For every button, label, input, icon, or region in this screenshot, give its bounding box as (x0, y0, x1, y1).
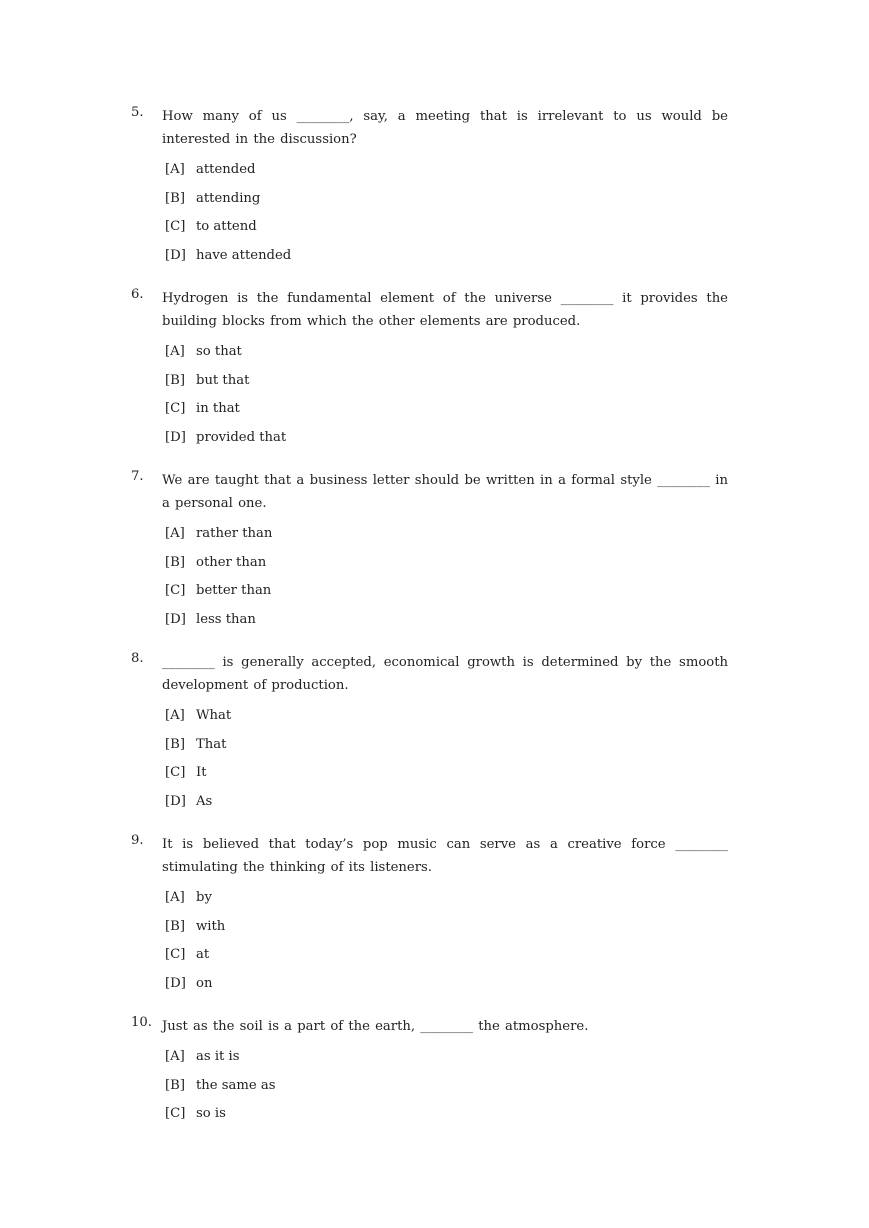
question-text: ________ is generally accepted, economical growth is determined by the smooth development of production. (162, 655, 728, 693)
option-text: That (196, 736, 227, 752)
option-letter: [C] (165, 765, 186, 780)
option-c (165, 395, 731, 424)
option-list (165, 884, 731, 998)
option-b (165, 549, 731, 578)
option-text: in that (196, 401, 240, 416)
option-list (165, 520, 731, 634)
option-d (165, 242, 731, 271)
option-text: as it is (196, 1049, 240, 1064)
option-text: attended (196, 162, 256, 177)
option-c (165, 577, 731, 606)
option-letter: [C] (165, 583, 186, 598)
option-b (165, 367, 731, 396)
option-text: attending (196, 190, 261, 206)
option-d (165, 788, 731, 817)
option-c (165, 213, 731, 242)
option-text: other than (196, 554, 267, 570)
question-5 (131, 105, 731, 270)
option-text: so that (196, 344, 242, 359)
option-a (165, 884, 731, 913)
question-text: Hydrogen is the fundamental element of the universe ________ it provides the building blocks from which the other elements are produced. (162, 291, 728, 329)
question-text: It is believed that today’s pop music can serve as a creative force ________ stimulating the thinking of its listeners. (162, 837, 728, 875)
option-text: but that (196, 372, 250, 388)
question-number: 5. (131, 105, 144, 120)
option-text: What (196, 708, 232, 723)
question-number: 6. (131, 287, 144, 302)
option-a (165, 156, 731, 185)
question-text: We are taught that a business letter should be written in a formal style ________ in a personal one. (162, 473, 728, 511)
option-text: by (196, 890, 212, 905)
option-letter: [C] (165, 1106, 186, 1121)
option-text: better than (196, 583, 272, 598)
option-text: with (196, 918, 226, 934)
option-letter: [A] (165, 890, 185, 905)
option-text: It (196, 765, 207, 780)
option-text: have attended (196, 247, 292, 263)
option-text: provided that (196, 429, 287, 445)
option-a (165, 520, 731, 549)
option-list (165, 338, 731, 452)
question-8 (131, 651, 731, 816)
option-letter: [B] (165, 554, 185, 570)
option-letter: [A] (165, 526, 185, 541)
question-text: How many of us ________, say, a meeting that is irrelevant to us would be interested in the discussion? (162, 109, 728, 147)
option-letter: [C] (165, 401, 186, 416)
option-text: on (196, 975, 213, 991)
option-list (165, 702, 731, 816)
option-letter: [B] (165, 918, 185, 934)
option-text: the same as (196, 1077, 276, 1093)
question-number: 8. (131, 651, 144, 666)
option-letter: [A] (165, 708, 185, 723)
question-number: 9. (131, 833, 144, 848)
option-a (165, 338, 731, 367)
option-d (165, 606, 731, 635)
question-text: Just as the soil is a part of the earth, ________ the atmosphere. (162, 1019, 589, 1034)
option-letter: [B] (165, 736, 185, 752)
option-text: at (196, 947, 210, 962)
option-list (165, 156, 731, 270)
question-10 (131, 1015, 731, 1129)
option-letter: [C] (165, 947, 186, 962)
option-a (165, 702, 731, 731)
option-text: rather than (196, 526, 273, 541)
question-6 (131, 287, 731, 452)
option-letter: [D] (165, 247, 186, 263)
option-d (165, 424, 731, 453)
option-letter: [C] (165, 219, 186, 234)
question-number: 10. (131, 1015, 152, 1030)
option-letter: [A] (165, 162, 185, 177)
option-text: to attend (196, 219, 257, 234)
option-letter: [D] (165, 975, 186, 991)
option-text: less than (196, 611, 256, 627)
option-letter: [D] (165, 429, 186, 445)
question-7 (131, 469, 731, 634)
option-text: so is (196, 1106, 226, 1121)
option-a (165, 1043, 731, 1072)
option-b (165, 185, 731, 214)
option-c (165, 1100, 731, 1129)
option-letter: [A] (165, 1049, 185, 1064)
option-list (165, 1043, 731, 1129)
option-c (165, 941, 731, 970)
option-c (165, 759, 731, 788)
option-letter: [D] (165, 611, 186, 627)
option-letter: [D] (165, 793, 186, 809)
option-b (165, 913, 731, 942)
question-number: 7. (131, 469, 144, 484)
option-d (165, 970, 731, 999)
option-b (165, 1072, 731, 1101)
option-letter: [B] (165, 1077, 185, 1093)
option-b (165, 731, 731, 760)
option-letter: [B] (165, 190, 185, 206)
option-text: As (196, 793, 213, 809)
option-letter: [A] (165, 344, 185, 359)
question-9 (131, 833, 731, 998)
option-letter: [B] (165, 372, 185, 388)
